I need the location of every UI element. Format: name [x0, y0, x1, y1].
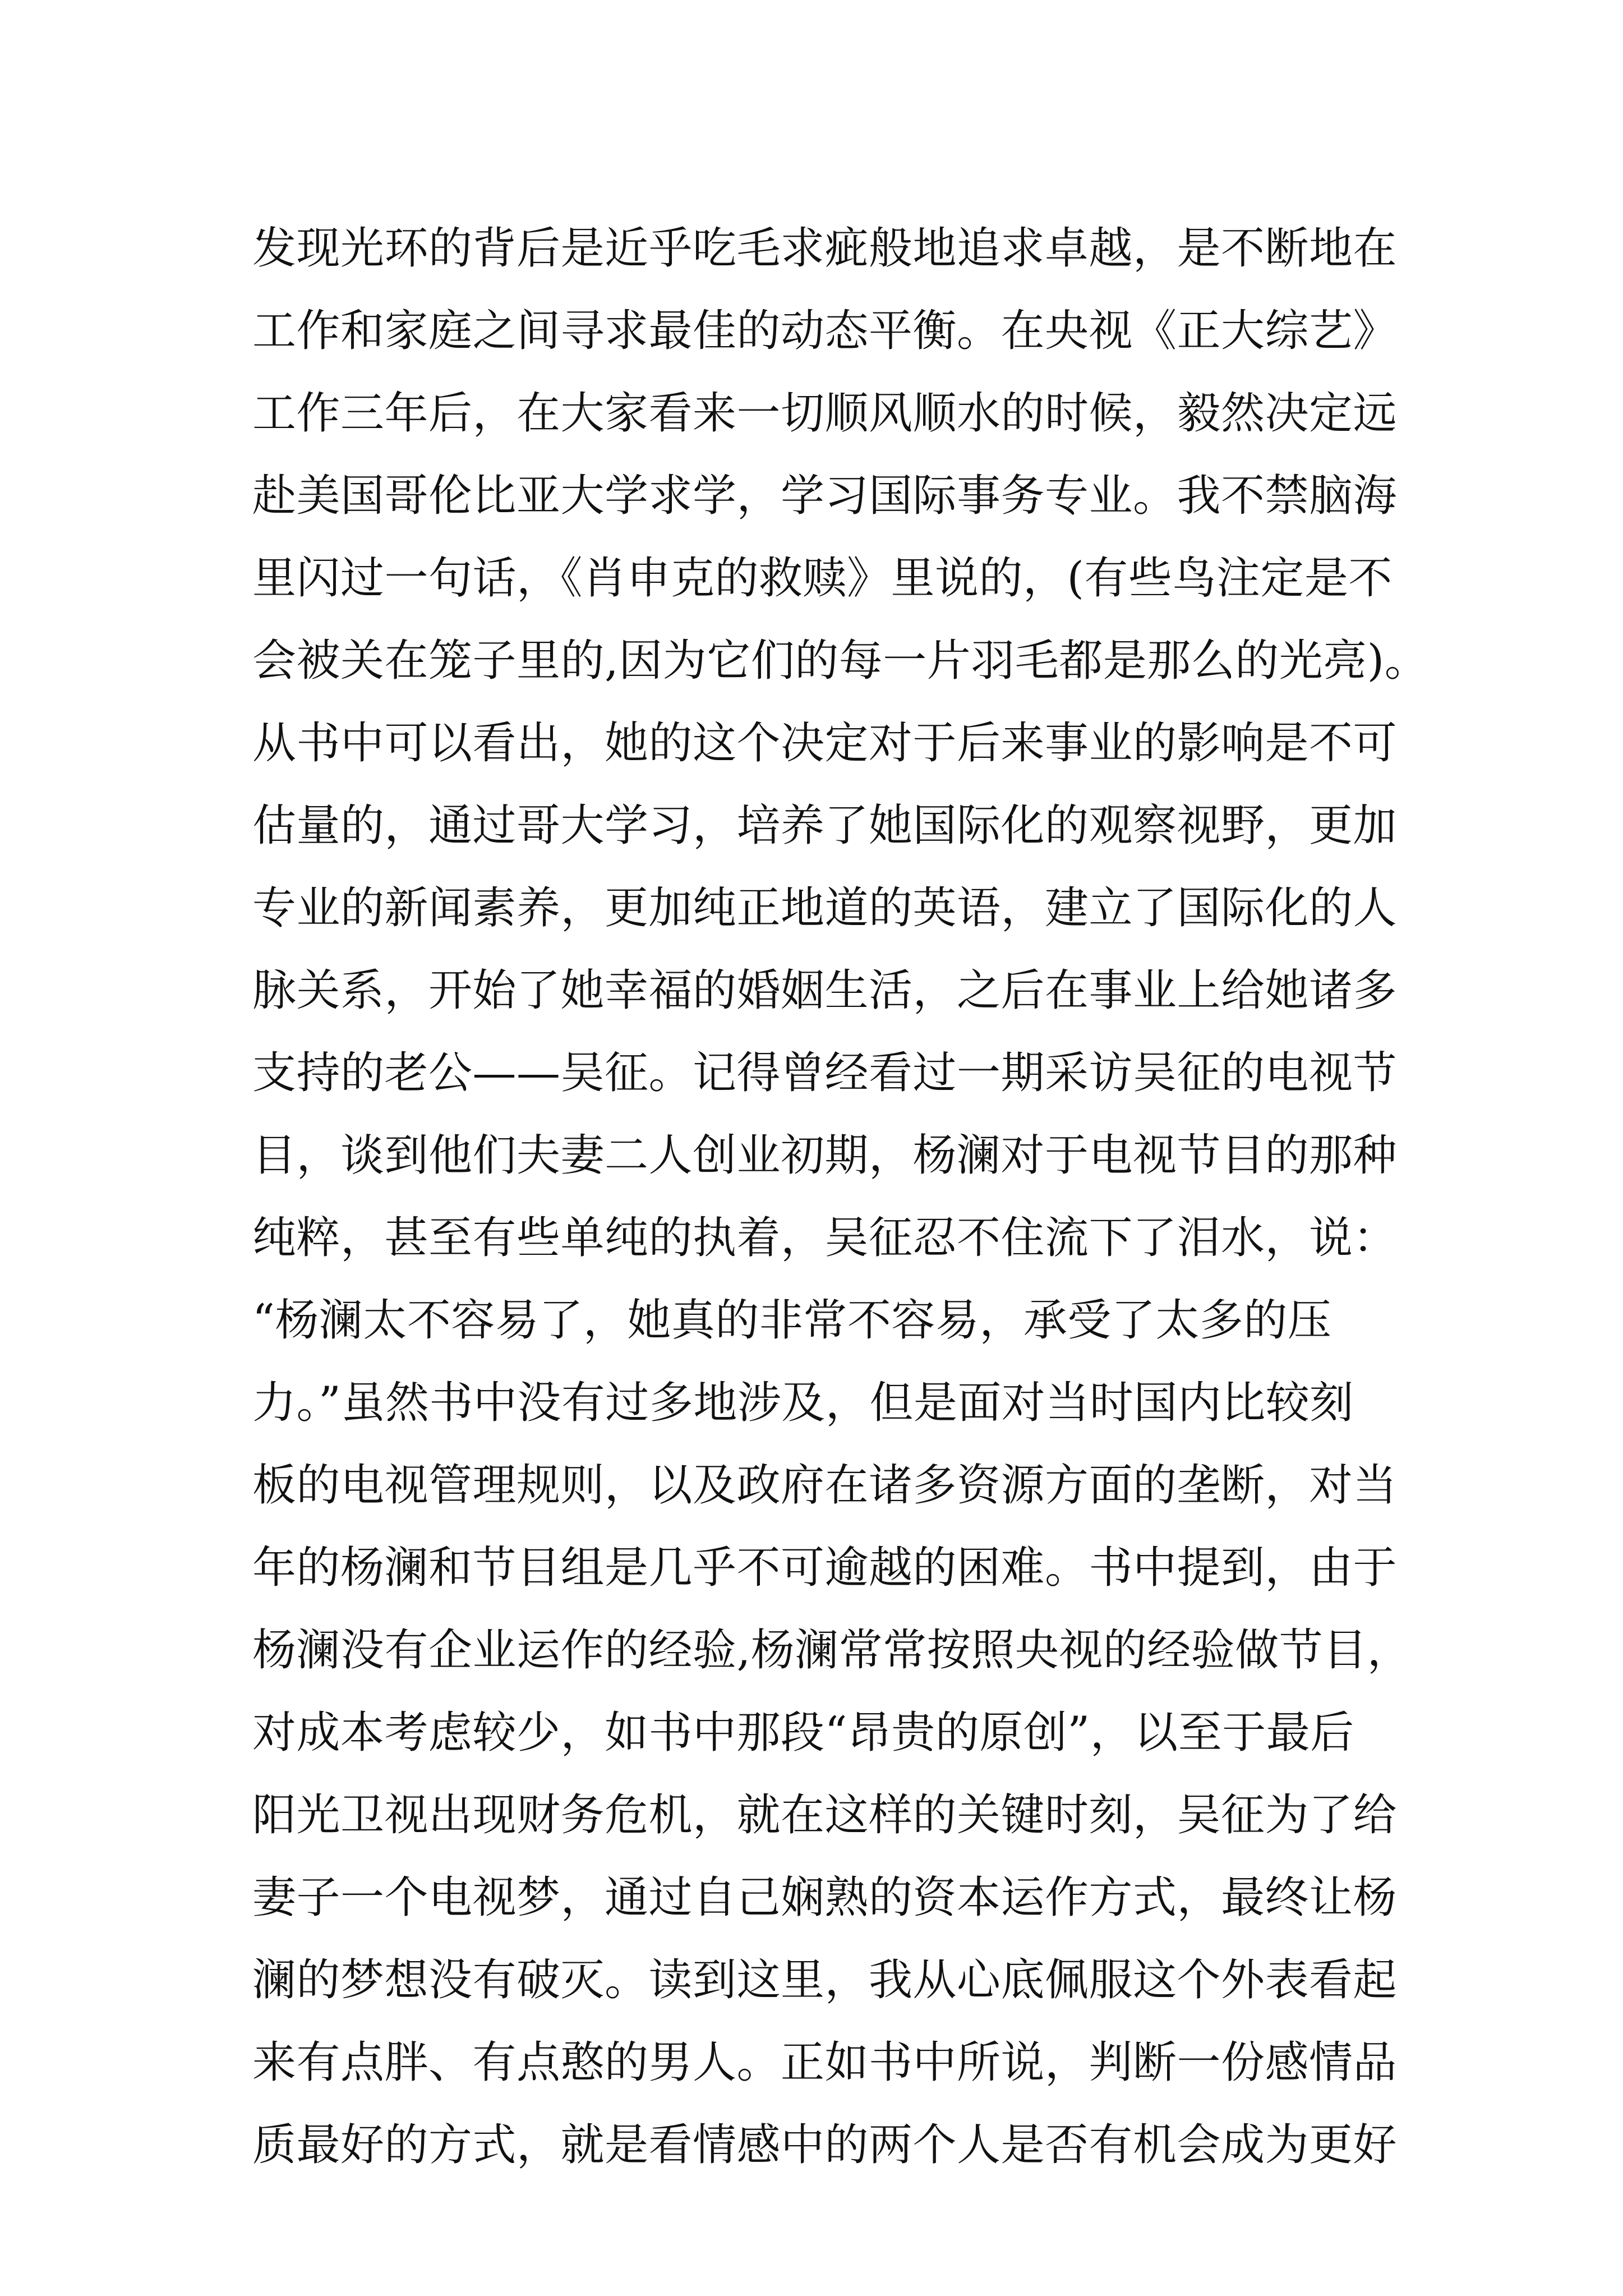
text-line: 妻子一个电视梦，通过自己娴熟的资本运作方式，最终让杨 — [252, 1872, 1398, 1923]
text-line: 澜的梦想没有破灭。读到这里，我从心底佩服这个外表看起 — [252, 1955, 1398, 2005]
text-line: 板的电视管理规则，以及政府在诸多资源方面的垄断，对当 — [252, 1460, 1398, 1511]
text-line: 估量的，通过哥大学习，培养了她国际化的观察视野，更加 — [252, 800, 1398, 851]
text-line: 阳光卫视出现财务危机，就在这样的关键时刻，吴征为了给 — [252, 1790, 1398, 1841]
text-line: 纯粹，甚至有些单纯的执着，吴征忍不住流下了泪水，说： — [252, 1213, 1398, 1263]
text-line: 脉关系，开始了她幸福的婚姻生活，之后在事业上给她诸多 — [252, 965, 1398, 1016]
text-line: 来有点胖、有点憨的男人。正如书中所说，判断一份感情品 — [252, 2037, 1398, 2088]
text-line: 工作和家庭之间寻求最佳的动态平衡。在央视《正大综艺》 — [252, 306, 1398, 356]
text-line: 杨澜没有企业运作的经验,杨澜常常按照央视的经验做节目， — [252, 1625, 1412, 1676]
text-line: 力。”虽然书中没有过多地涉及，但是面对当时国内比较刻 — [252, 1378, 1354, 1428]
text-line: 质最好的方式，就是看情感中的两个人是否有机会成为更好 — [252, 2120, 1398, 2170]
text-line: 支持的老公——吴征。记得曾经看过一期采访吴征的电视节 — [252, 1048, 1398, 1098]
text-line: 从书中可以看出，她的这个决定对于后来事业的影响是不可 — [252, 718, 1398, 769]
text-line: 里闪过一句话，《肖申克的救赎》里说的，(有些鸟注定是不 — [252, 553, 1393, 604]
text-line: 赴美国哥伦比亚大学求学，学习国际事务专业。我不禁脑海 — [252, 471, 1398, 521]
text-line: “杨澜太不容易了，她真的非常不容易，承受了太多的压 — [252, 1295, 1332, 1346]
text-line: 发现光环的背后是近乎吃毛求疵般地追求卓越，是不断地在 — [252, 223, 1398, 274]
text-line: 会被关在笼子里的,因为它们的每一片羽毛都是那么的光亮)。 — [252, 636, 1429, 686]
text-line: 对成本考虑较少，如书中那段“昂贵的原创”，以至于最后 — [252, 1708, 1354, 1758]
text-line: 年的杨澜和节目组是几乎不可逾越的困难。书中提到，由于 — [252, 1543, 1398, 1593]
text-line: 工作三年后，在大家看来一切顺风顺水的时候，毅然决定远 — [252, 388, 1398, 439]
text-line: 目，谈到他们夫妻二人创业初期，杨澜对于电视节目的那种 — [252, 1130, 1398, 1181]
body-text — [252, 208, 1429, 2187]
text-line: 专业的新闻素养，更加纯正地道的英语，建立了国际化的人 — [252, 883, 1398, 933]
